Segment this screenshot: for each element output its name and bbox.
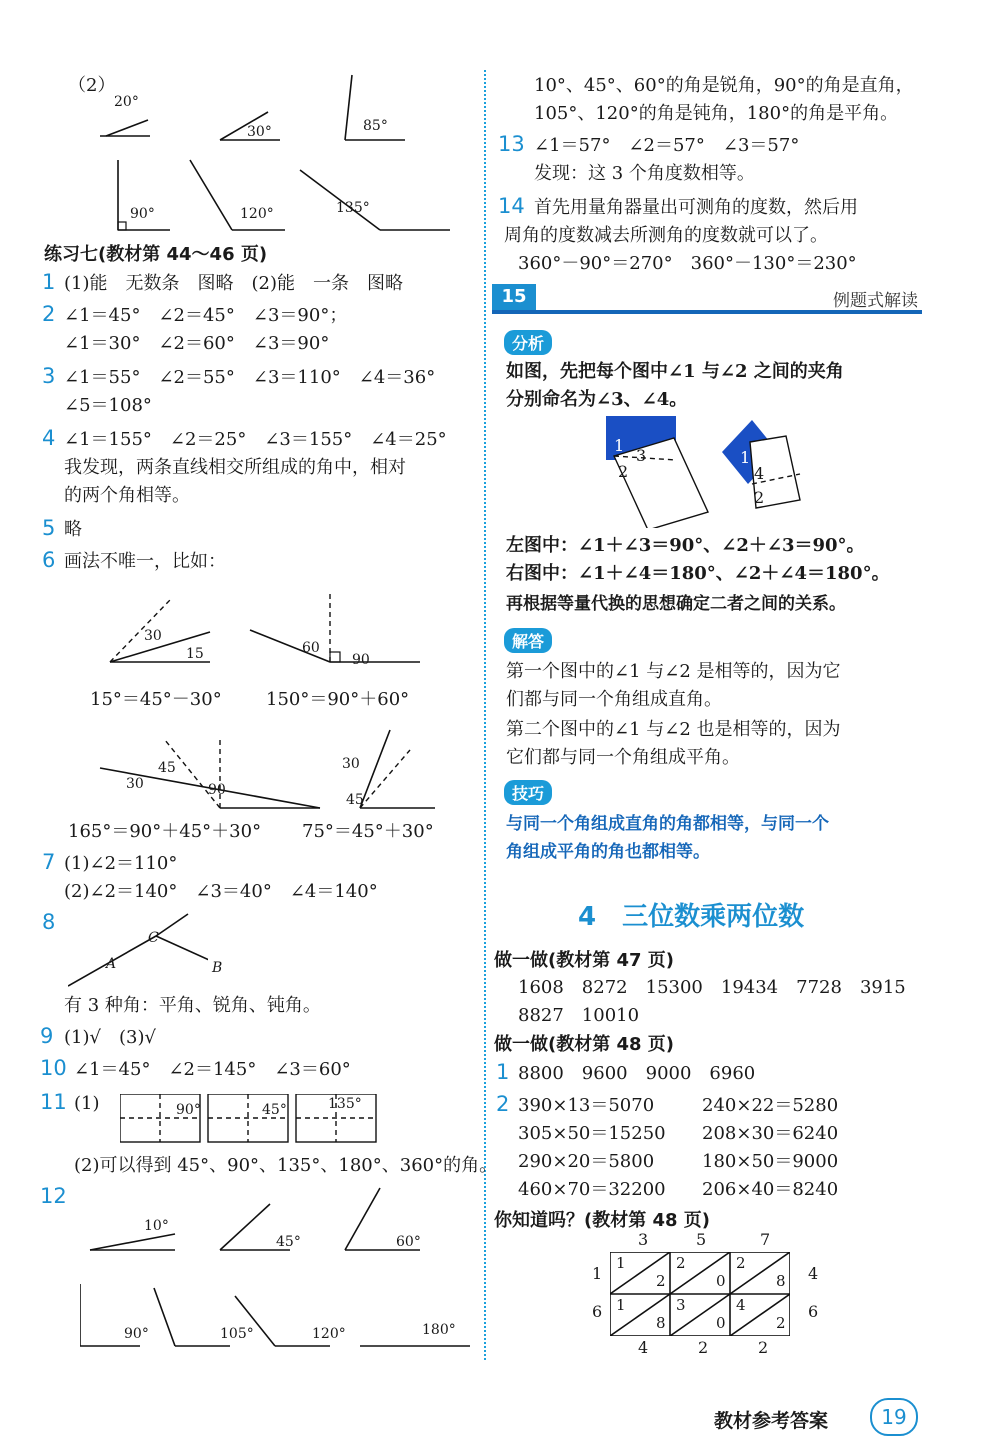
q12-angle: 105° bbox=[220, 1326, 254, 1342]
item-number: 6 bbox=[42, 548, 56, 572]
equation: 460×70＝32200 bbox=[518, 1179, 666, 1200]
q12-angle: 120° bbox=[312, 1326, 346, 1342]
lattice-cell: 2 bbox=[676, 1254, 686, 1272]
lattice-right: 6 bbox=[808, 1302, 819, 1321]
box-angle: 45° bbox=[262, 1102, 287, 1118]
q6-equation: 150°＝90°＋60° bbox=[266, 689, 410, 710]
point-label: A bbox=[106, 956, 117, 972]
q6-angle-label: 45 bbox=[158, 760, 176, 776]
item-text: 略 bbox=[64, 519, 82, 540]
q6-angle-label: 45 bbox=[346, 792, 364, 808]
angle-label: 120° bbox=[240, 206, 274, 222]
footer-label: 教材参考答案 bbox=[714, 1410, 829, 1432]
text-line: 105°、120°的角是钝角，180°的角是平角。 bbox=[534, 103, 899, 124]
point-label: B bbox=[212, 960, 223, 976]
example-title: 例题式解读 bbox=[833, 291, 918, 311]
lattice-left: 1 bbox=[592, 1264, 603, 1283]
item-text: (2)∠2＝140° ∠3＝40° ∠4＝140° bbox=[64, 881, 378, 902]
item-number: 1 bbox=[42, 270, 56, 294]
lattice-cell: 4 bbox=[736, 1296, 746, 1314]
equation: 240×22＝5280 bbox=[702, 1095, 839, 1116]
q12-angle: 45° bbox=[276, 1234, 301, 1250]
item-text: 画法不唯一，比如： bbox=[64, 551, 226, 572]
lattice-top: 7 bbox=[760, 1230, 771, 1249]
item-number: 14 bbox=[498, 194, 525, 218]
item-number: 13 bbox=[498, 132, 525, 156]
q6-angle-label: 15 bbox=[186, 646, 204, 662]
lattice-top: 5 bbox=[696, 1230, 707, 1249]
answer-tag: 解答 bbox=[504, 628, 552, 653]
q6-equation: 75°＝45°＋30° bbox=[302, 821, 434, 842]
angle-label: 20° bbox=[114, 94, 139, 110]
box-angle: 135° bbox=[328, 1096, 362, 1112]
q6-equation: 165°＝90°＋45°＋30° bbox=[68, 821, 262, 842]
lattice-cell: 1 bbox=[616, 1254, 626, 1272]
q6-equation: 15°＝45°－30° bbox=[90, 689, 222, 710]
lattice-cell: 2 bbox=[656, 1272, 666, 1290]
lattice-cell: 1 bbox=[616, 1296, 626, 1314]
item-number: 12 bbox=[40, 1184, 67, 1208]
q12-angle: 60° bbox=[396, 1234, 421, 1250]
item-number: 1 bbox=[496, 1060, 510, 1084]
q12-angle: 180° bbox=[422, 1322, 456, 1338]
part2-label: （2） bbox=[68, 75, 116, 96]
fig-label: 4 bbox=[754, 464, 765, 483]
text-line: 它们都与同一个角组成平角。 bbox=[506, 747, 740, 768]
text-line: 分别命名为∠3、∠4。 bbox=[506, 389, 688, 410]
q12-angle: 10° bbox=[144, 1218, 169, 1234]
lattice-cell: 0 bbox=[716, 1314, 726, 1332]
item-text: ∠1＝30° ∠2＝60° ∠3＝90° bbox=[64, 333, 330, 354]
item-number: 8 bbox=[42, 910, 56, 934]
analysis-figure bbox=[602, 412, 822, 528]
equation: 290×20＝5800 bbox=[518, 1151, 655, 1172]
fig-label: 1 bbox=[614, 436, 625, 455]
chapter-title: 4 三位数乘两位数 bbox=[578, 902, 805, 932]
lattice-left: 6 bbox=[592, 1302, 603, 1321]
equation: 208×30＝6240 bbox=[702, 1123, 839, 1144]
lattice-bottom: 4 bbox=[638, 1338, 649, 1357]
text-line: 第二个图中的∠1 与∠2 也是相等的，因为 bbox=[506, 719, 841, 740]
tip-line: 与同一个角组成直角的角都相等，与同一个 bbox=[506, 814, 829, 834]
angle-label: 90° bbox=[130, 206, 155, 222]
text-line: ∠1＝57° ∠2＝57° ∠3＝57° bbox=[534, 135, 800, 156]
text-line: 10°、45°、60°的角是锐角，90°的角是直角， bbox=[534, 75, 914, 96]
lattice-bottom: 2 bbox=[758, 1338, 769, 1357]
item-text: (2)可以得到 45°、90°、135°、180°、360°的角。 bbox=[74, 1155, 498, 1176]
item-text: ∠1＝55° ∠2＝55° ∠3＝110° ∠4＝36° bbox=[64, 367, 436, 388]
item-number: 10 bbox=[40, 1056, 67, 1080]
item-text: (1) bbox=[74, 1093, 100, 1114]
lattice-grid bbox=[610, 1252, 790, 1336]
text-line: 1608 8272 15300 19434 7728 3915 bbox=[518, 977, 906, 998]
angle-label: 85° bbox=[363, 118, 388, 134]
fig-label: 1 bbox=[740, 448, 751, 467]
item-number: 2 bbox=[42, 302, 56, 326]
section-title: 你知道吗？(教材第 48 页) bbox=[494, 1210, 711, 1231]
item-number: 3 bbox=[42, 364, 56, 388]
q6-angle-label: 60 bbox=[302, 640, 320, 656]
item-text: (1)∠2＝110° bbox=[64, 853, 178, 874]
tip-line: 角组成平角的角也都相等。 bbox=[506, 842, 710, 862]
q6-angle-label: 90 bbox=[352, 652, 370, 668]
lattice-cell: 8 bbox=[776, 1272, 786, 1290]
point-label: C bbox=[148, 930, 159, 946]
item-number: 5 bbox=[42, 516, 56, 540]
text-line: 如图，先把每个图中∠1 与∠2 之间的夹角 bbox=[506, 361, 844, 382]
item-text: 的两个角相等。 bbox=[64, 485, 190, 506]
item-number: 4 bbox=[42, 426, 56, 450]
text-line: 左图中：∠1＋∠3＝90°、∠2＋∠3＝90°。 bbox=[506, 535, 865, 556]
fig-label: 3 bbox=[636, 446, 647, 465]
angle-label: 30° bbox=[247, 124, 272, 140]
fig-label: 2 bbox=[754, 488, 765, 507]
text-line: 周角的度数减去所测角的度数就可以了。 bbox=[504, 225, 828, 246]
q8-figure bbox=[68, 910, 208, 990]
lattice-right: 4 bbox=[808, 1264, 819, 1283]
item-text: ∠1＝45° ∠2＝45° ∠3＝90°； bbox=[64, 305, 348, 326]
section-title: 做一做(教材第 47 页) bbox=[494, 950, 675, 971]
item-number: 7 bbox=[42, 850, 56, 874]
page-number: 19 bbox=[870, 1398, 918, 1436]
example-number: 15 bbox=[492, 284, 536, 310]
lattice-top: 3 bbox=[638, 1230, 649, 1249]
equation: 180×50＝9000 bbox=[702, 1151, 839, 1172]
section-title: 做一做(教材第 48 页) bbox=[494, 1034, 675, 1055]
lattice-cell: 2 bbox=[776, 1314, 786, 1332]
tip-tag: 技巧 bbox=[504, 780, 552, 805]
item-number: 11 bbox=[40, 1090, 67, 1114]
text-line: 们都与同一个角组成直角。 bbox=[506, 689, 722, 710]
lattice-cell: 3 bbox=[676, 1296, 686, 1314]
q12-angle: 90° bbox=[124, 1326, 149, 1342]
analysis-tag: 分析 bbox=[504, 330, 552, 355]
q6-angle-label: 30 bbox=[144, 628, 162, 644]
equation: 305×50＝15250 bbox=[518, 1123, 666, 1144]
lattice-bottom: 2 bbox=[698, 1338, 709, 1357]
item-text: ∠1＝45° ∠2＝145° ∠3＝60° bbox=[74, 1059, 351, 1080]
item-text: ∠1＝155° ∠2＝25° ∠3＝155° ∠4＝25° bbox=[64, 429, 447, 450]
item-text: 我发现，两条直线相交所组成的角中，相对 bbox=[64, 457, 406, 478]
text-line: 再根据等量代换的思想确定二者之间的关系。 bbox=[506, 594, 846, 614]
example15-header bbox=[492, 284, 922, 314]
equation: 206×40＝8240 bbox=[702, 1179, 839, 1200]
item-text: (1)√ (3)√ bbox=[64, 1027, 156, 1048]
item-text: ∠5＝108° bbox=[64, 395, 152, 416]
exercise7-title: 练习七(教材第 44～46 页) bbox=[44, 244, 268, 265]
q6-angle-label: 90 bbox=[208, 782, 226, 798]
lattice-cell: 2 bbox=[736, 1254, 746, 1272]
right-column bbox=[492, 0, 962, 1454]
box-angle: 90° bbox=[176, 1102, 201, 1118]
lattice-cell: 0 bbox=[716, 1272, 726, 1290]
equation: 390×13＝5070 bbox=[518, 1095, 655, 1116]
lattice-cell: 8 bbox=[656, 1314, 666, 1332]
angle-label: 135° bbox=[336, 200, 370, 216]
text-line: 首先用量角器量出可测角的度数，然后用 bbox=[534, 197, 858, 218]
left-column bbox=[40, 0, 498, 1454]
text-line: 第一个图中的∠1 与∠2 是相等的，因为它 bbox=[506, 661, 841, 682]
item-text: (1)能 无数条 图略 (2)能 一条 图略 bbox=[64, 273, 403, 294]
item-number: 9 bbox=[40, 1024, 54, 1048]
text-line: 8827 10010 bbox=[518, 1005, 640, 1026]
item-text: 有 3 种角：平角、锐角、钝角。 bbox=[64, 995, 321, 1016]
q6-angle-label: 30 bbox=[342, 756, 360, 772]
item-number: 2 bbox=[496, 1092, 510, 1116]
fig-label: 2 bbox=[618, 462, 629, 481]
q6-angle-label: 30 bbox=[126, 776, 144, 792]
text-line: 发现：这 3 个角度数相等。 bbox=[534, 163, 755, 184]
text-line: 8800 9600 9000 6960 bbox=[518, 1063, 756, 1084]
text-line: 右图中：∠1＋∠4＝180°、∠2＋∠4＝180°。 bbox=[506, 563, 890, 584]
text-line: 360°－90°＝270° 360°－130°＝230° bbox=[518, 253, 857, 274]
